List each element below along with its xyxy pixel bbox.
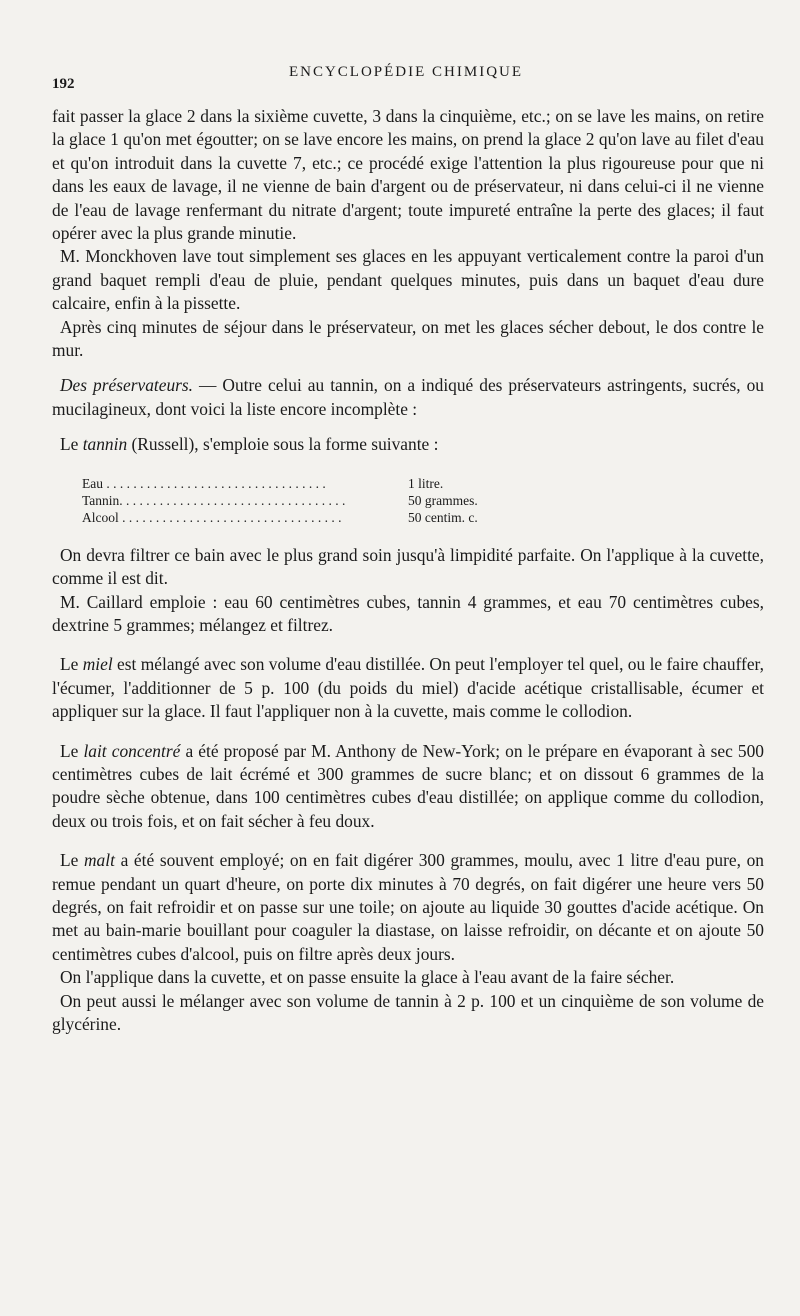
term: malt — [84, 850, 115, 871]
section-heading: Des préservateurs. — [60, 375, 194, 396]
recipe-row — [52, 509, 764, 526]
paragraph: M. Caillard emploie : eau 60 centimètres cubes, tannin 4 grammes, et eau 70 centimètres cubes, dextrine 5 grammes; mélangez et filtrez. — [52, 591, 764, 635]
recipe-quantity: 50 grammes. — [408, 492, 478, 508]
recipe-table — [52, 475, 764, 526]
recipe-ingredient: Eau . . . — [82, 475, 392, 492]
recipe-quantity: 50 centim. c. — [408, 509, 478, 525]
paragraph: Le tannin (Russell), s'emploie sous la forme suivante : — [60, 434, 439, 455]
term: lait concentré — [83, 740, 181, 761]
paragraph: Le malt a été souvent employé; on en fait digérer 300 grammes, moulu, avec 1 litre d'eau pure, on remue pendant un quart d'heure, on porte dix minutes à 70 degrés, on fait digérer une heure vers 50 degrés, on fait refroidir et on passe sur une toile; on ajoute au liquide 30 gouttes d'acide acétique. On met au bain-marie bouillant pour coaguler la diastase, on laisse refroidir, on décante et on ajoute 50 centimètres cubes d'alcool, puis on filtre après deux jours. — [52, 850, 764, 964]
paragraph: fait passer la glace 2 dans la sixième cuvette, 3 dans la cinquième, etc.; on se lave les mains, on retire la glace 1 qu'on met égoutter; on se lave encore les mains, on prend la glace 2 qu'on lave au filet d'eau et qu'on introduit dans la cuvette 7, etc.; ce procédé exige l'attention la plus rigoureuse pour que ni dans les eaux de lavage, il ne vienne de bain d'argent ou de préservateur, ni dans celui-ci il ne vienne de l'eau de lavage renfermant du nitrate d'argent; toute impureté entraîne la perte des glaces; il faut opérer avec la plus grande minutie. — [52, 106, 764, 244]
recipe-ingredient: Alcool . . . — [82, 509, 392, 526]
paragraph: Des préservateurs. — Outre celui au tannin, on a indiqué des préservateurs astringents, sucrés, ou mucilagineux, dont voici la liste encore incomplète : — [52, 375, 764, 419]
recipe-ingredient: Tannin. . . . — [82, 492, 392, 509]
page-header — [52, 64, 760, 94]
running-title: ENCYCLOPÉDIE CHIMIQUE — [288, 64, 524, 80]
term: miel — [82, 654, 113, 675]
recipe-quantity: 1 litre. — [408, 475, 444, 491]
paragraph: M. Monckhoven lave tout simplement ses glaces en les appuyant verticalement contre la paroi d'un grand baquet rempli d'eau de pluie, pendant quelques minutes, puis dans un baquet d'eau dure calcaire, enfin à la pissette. — [52, 246, 764, 314]
page-number: 192 — [52, 76, 75, 92]
paragraph: Le miel est mélangé avec son volume d'eau distillée. On peut l'employer tel quel, ou le faire chauffer, l'écumer, l'additionner de 5 p. 100 (du poids du miel) d'acide acétique cristallisable, écumer et appliquer sur la glace. Il faut l'appliquer non à la cuvette, mais comme le collodion. — [52, 654, 764, 722]
page-body — [52, 105, 764, 1036]
paragraph: Le lait concentré a été proposé par M. Anthony de New-York; on le prépare en évaporant à sec 500 centimètres cubes de lait écrémé et 300 grammes de sucre blanc; et on dissout 6 grammes de la poudre sèche obtenue, dans 100 centimètres cubes d'eau distillée; on applique comme du collodion, deux ou trois fois, et on fait sécher à feu doux. — [52, 740, 764, 831]
term: tannin — [82, 434, 128, 455]
recipe-row — [52, 475, 764, 492]
paragraph: On devra filtrer ce bain avec le plus grand soin jusqu'à limpidité parfaite. On l'applique à la cuvette, comme il est dit. — [52, 544, 764, 589]
paragraph: On l'applique dans la cuvette, et on passe ensuite la glace à l'eau avant de la faire sécher. — [60, 967, 675, 988]
recipe-row — [52, 492, 764, 509]
paragraph: Après cinq minutes de séjour dans le préservateur, on met les glaces sécher debout, le dos contre le mur. — [52, 316, 764, 361]
paragraph: On peut aussi le mélanger avec son volume de tannin à 2 p. 100 et un cinquième de son volume de glycérine. — [52, 990, 764, 1034]
